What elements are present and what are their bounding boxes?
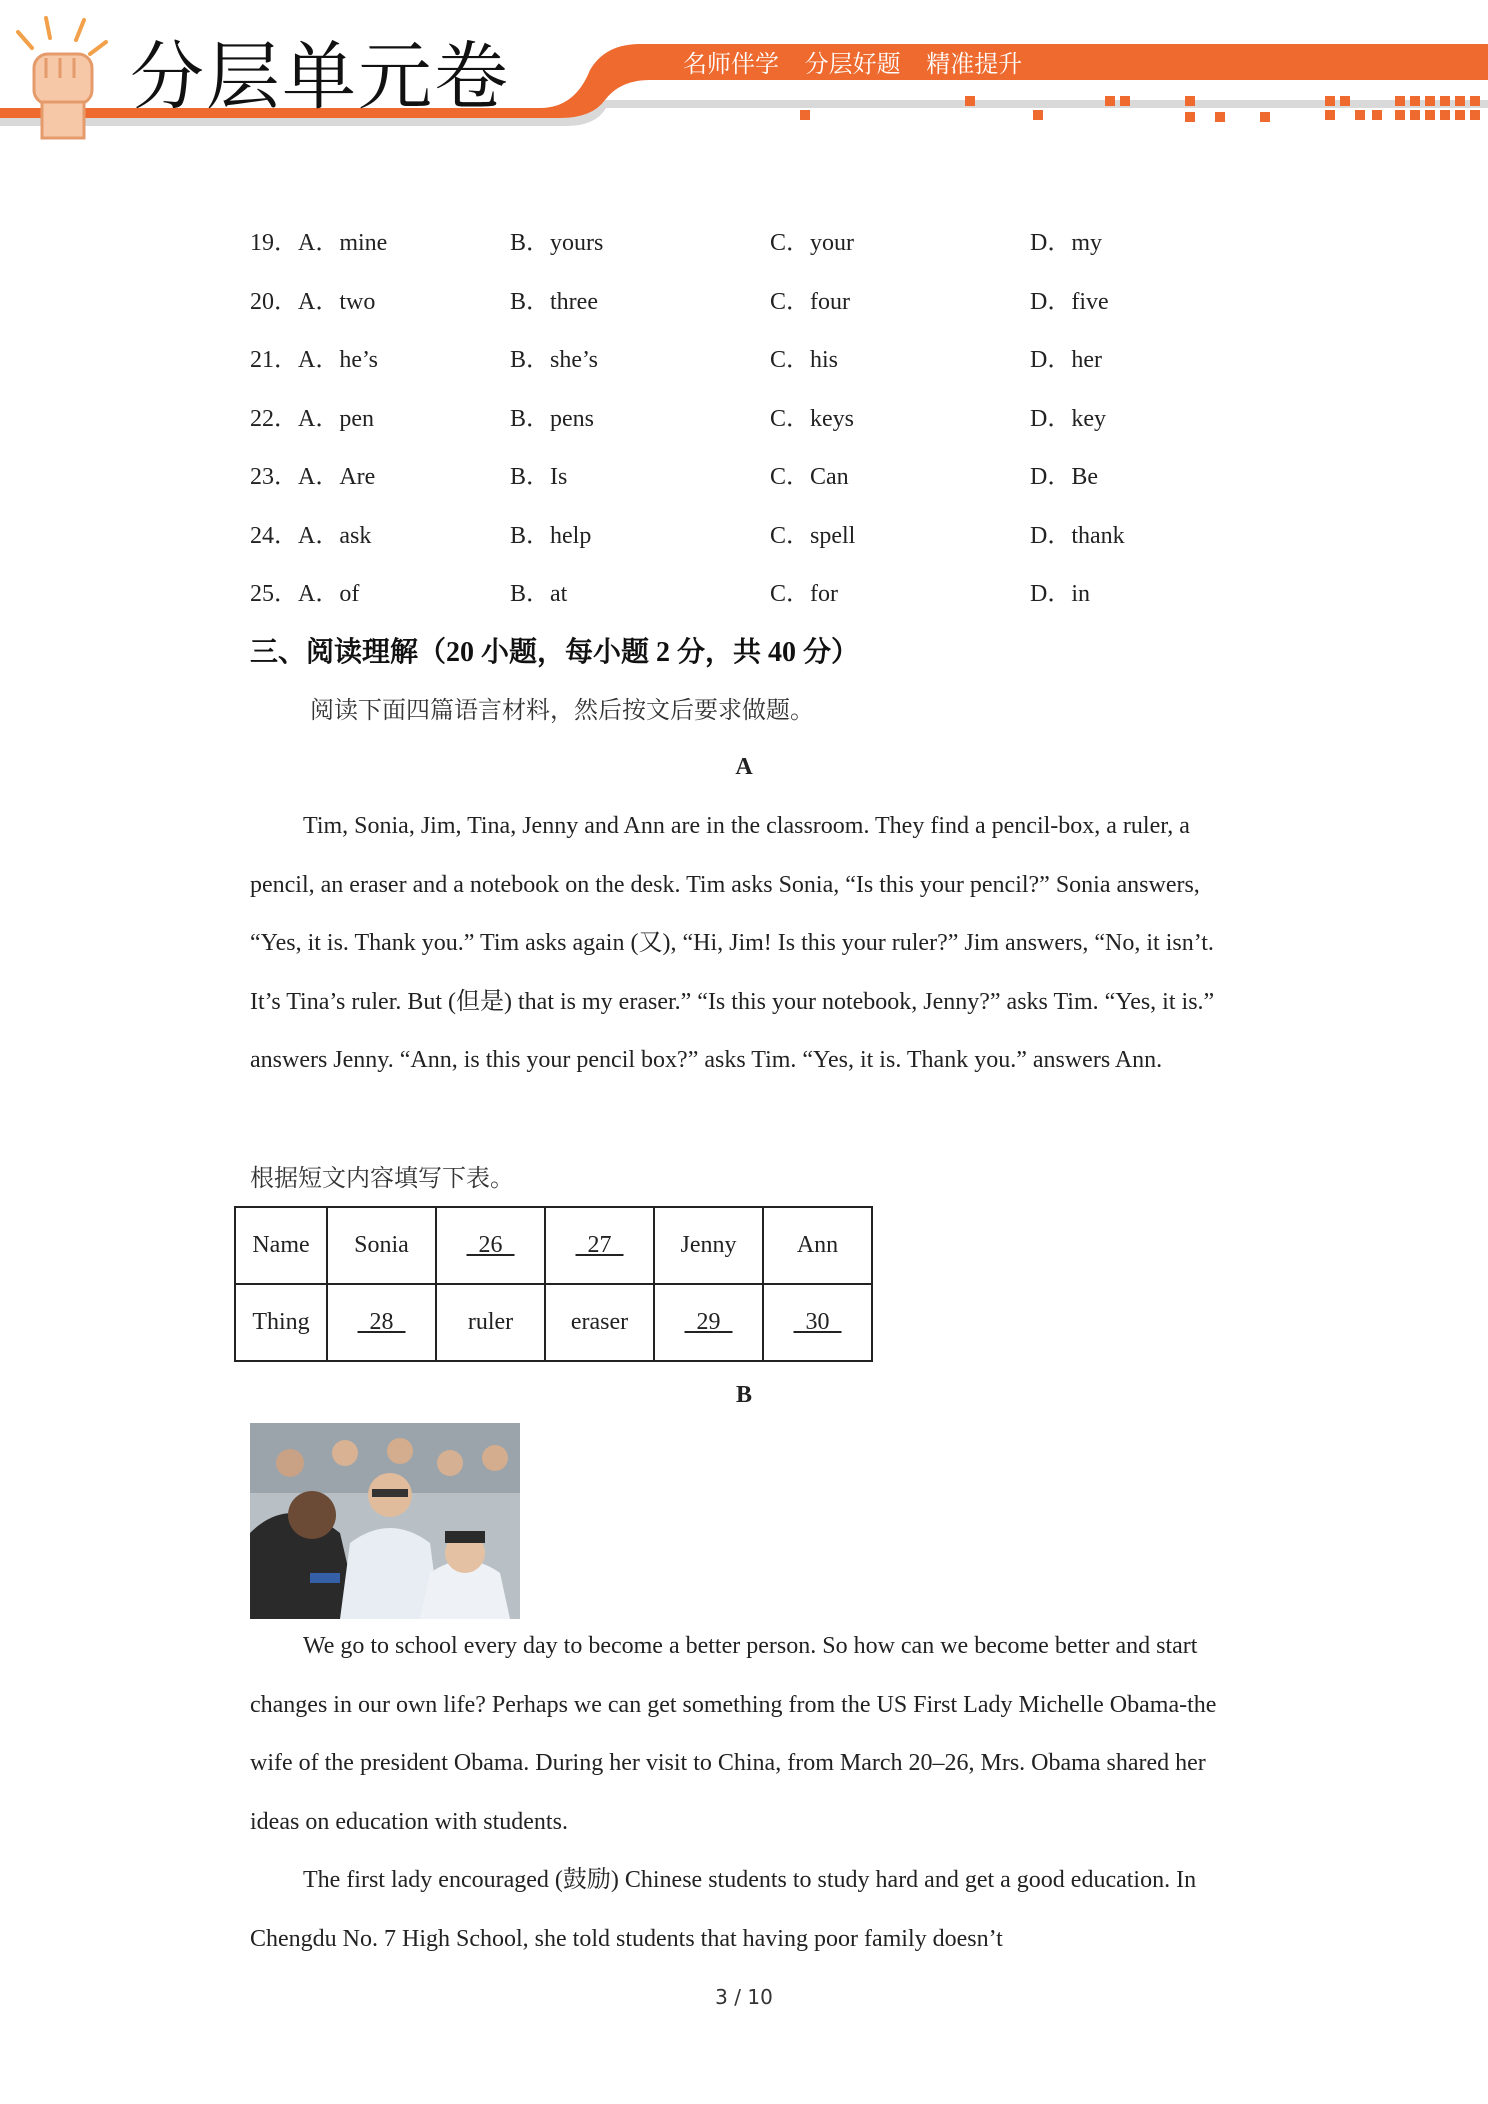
- passage-b-paragraph-1: We go to school every day to become a better person. So how can we become better and start changes in our own life? Perhaps we can get something from the US First Lady Michelle Obama-the wife of the president Obama. During her visit to China, from March 20–26, Mrs. Obama shared her ideas on education with students.: [250, 1633, 1217, 1835]
- option-b: B．help: [510, 522, 592, 549]
- classroom-photo: [250, 1423, 520, 1619]
- table-blank: 26: [436, 1207, 545, 1284]
- passage-a-letter: A: [735, 754, 753, 780]
- section-instruction: 阅读下面四篇语言材料，然后按文后要求做题。: [310, 698, 814, 724]
- question-row: [250, 222, 1250, 281]
- section-title: 三、阅读理解（20 小题，每小题 2 分，共 40 分）: [250, 637, 860, 668]
- option-d: D．key: [1030, 405, 1106, 432]
- option-a: 20．A．two: [250, 288, 376, 315]
- table-cell: Jenny: [654, 1207, 763, 1284]
- option-d: D．five: [1030, 288, 1109, 315]
- passage-a-paragraph: Tim, Sonia, Jim, Tina, Jenny and Ann are in the classroom. They find a pencil-box, a ruler, a pencil, an eraser and a notebook on the desk. Tim asks Sonia, “Is this your pencil?” Sonia answers, “Yes, it is. Thank you.” Tim asks again (又), “Hi, Jim! Is this your ruler?” Jim answers, “No, it isn’t. It’s Tina’s ruler. But (但是) that is my eraser.” “Is this your notebook, Jenny?” asks Tim. “Yes, it is.” answers Jenny. “Ann, is this your pencil box?” asks Tim. “Yes, it is. Thank you.” answers Ann.: [250, 813, 1215, 1073]
- table-cell: Thing: [235, 1284, 327, 1361]
- page-header: [0, 0, 1488, 150]
- table-row: [235, 1207, 872, 1284]
- passage-b-text: [250, 1617, 1250, 1968]
- table-cell: Sonia: [327, 1207, 436, 1284]
- option-b: B．pens: [510, 405, 594, 432]
- passage-a-text: [250, 797, 1250, 1090]
- option-a: 19．A．mine: [250, 230, 388, 256]
- choice-options: [250, 222, 1250, 632]
- option-b: B．Is: [510, 464, 568, 490]
- passage-b-letter: B: [735, 1382, 752, 1408]
- page-number: 3 / 10: [715, 1985, 773, 2009]
- table-blank: 27: [545, 1207, 654, 1284]
- question-row: [250, 398, 1250, 457]
- option-d: D．thank: [1030, 522, 1125, 549]
- table-blank: 28: [327, 1284, 436, 1361]
- fist-logo-icon: [6, 14, 116, 142]
- option-a: 23．A．Are: [250, 464, 376, 490]
- option-c: C．Can: [770, 464, 849, 490]
- question-row: [250, 573, 1250, 632]
- option-b: B．at: [510, 581, 568, 607]
- question-row: [250, 456, 1250, 515]
- option-c: C．for: [770, 581, 838, 607]
- option-b: B．she’s: [510, 347, 599, 373]
- table-cell: Name: [235, 1207, 327, 1284]
- table-row: [235, 1284, 872, 1361]
- table-blank: 30: [763, 1284, 872, 1361]
- option-c: C．your: [770, 230, 854, 256]
- answer-table: [234, 1206, 873, 1362]
- option-d: D．her: [1030, 347, 1102, 373]
- question-row: [250, 339, 1250, 398]
- passage-b-paragraph-2: The first lady encouraged (鼓励) Chinese students to study hard and get a good education. In Chengdu No. 7 High School, she told students that having poor family doesn’t: [250, 1867, 1197, 1952]
- option-b: B．yours: [510, 230, 604, 256]
- table-blank: 29: [654, 1284, 763, 1361]
- option-a: 21．A．he’s: [250, 347, 378, 373]
- question-row: [250, 281, 1250, 340]
- option-b: B．three: [510, 288, 598, 315]
- option-a: 25．A．of: [250, 581, 360, 607]
- table-instruction: 根据短文内容填写下表。: [250, 1166, 514, 1192]
- option-c: C．his: [770, 347, 839, 373]
- decorative-dots: [800, 96, 1480, 122]
- table-cell: ruler: [436, 1284, 545, 1361]
- option-d: D．in: [1030, 581, 1090, 607]
- option-d: D．Be: [1030, 464, 1098, 490]
- option-c: C．four: [770, 288, 850, 315]
- question-row: [250, 515, 1250, 574]
- option-d: D．my: [1030, 230, 1102, 256]
- brand-title: 分层单元卷: [130, 34, 510, 120]
- table-cell: eraser: [545, 1284, 654, 1361]
- option-c: C．keys: [770, 405, 854, 432]
- option-a: 24．A．ask: [250, 522, 372, 549]
- header-slogan: 名师伴学 分层好题 精准提升: [683, 50, 1023, 78]
- table-cell: Ann: [763, 1207, 872, 1284]
- option-a: 22．A．pen: [250, 405, 374, 432]
- option-c: C．spell: [770, 522, 856, 549]
